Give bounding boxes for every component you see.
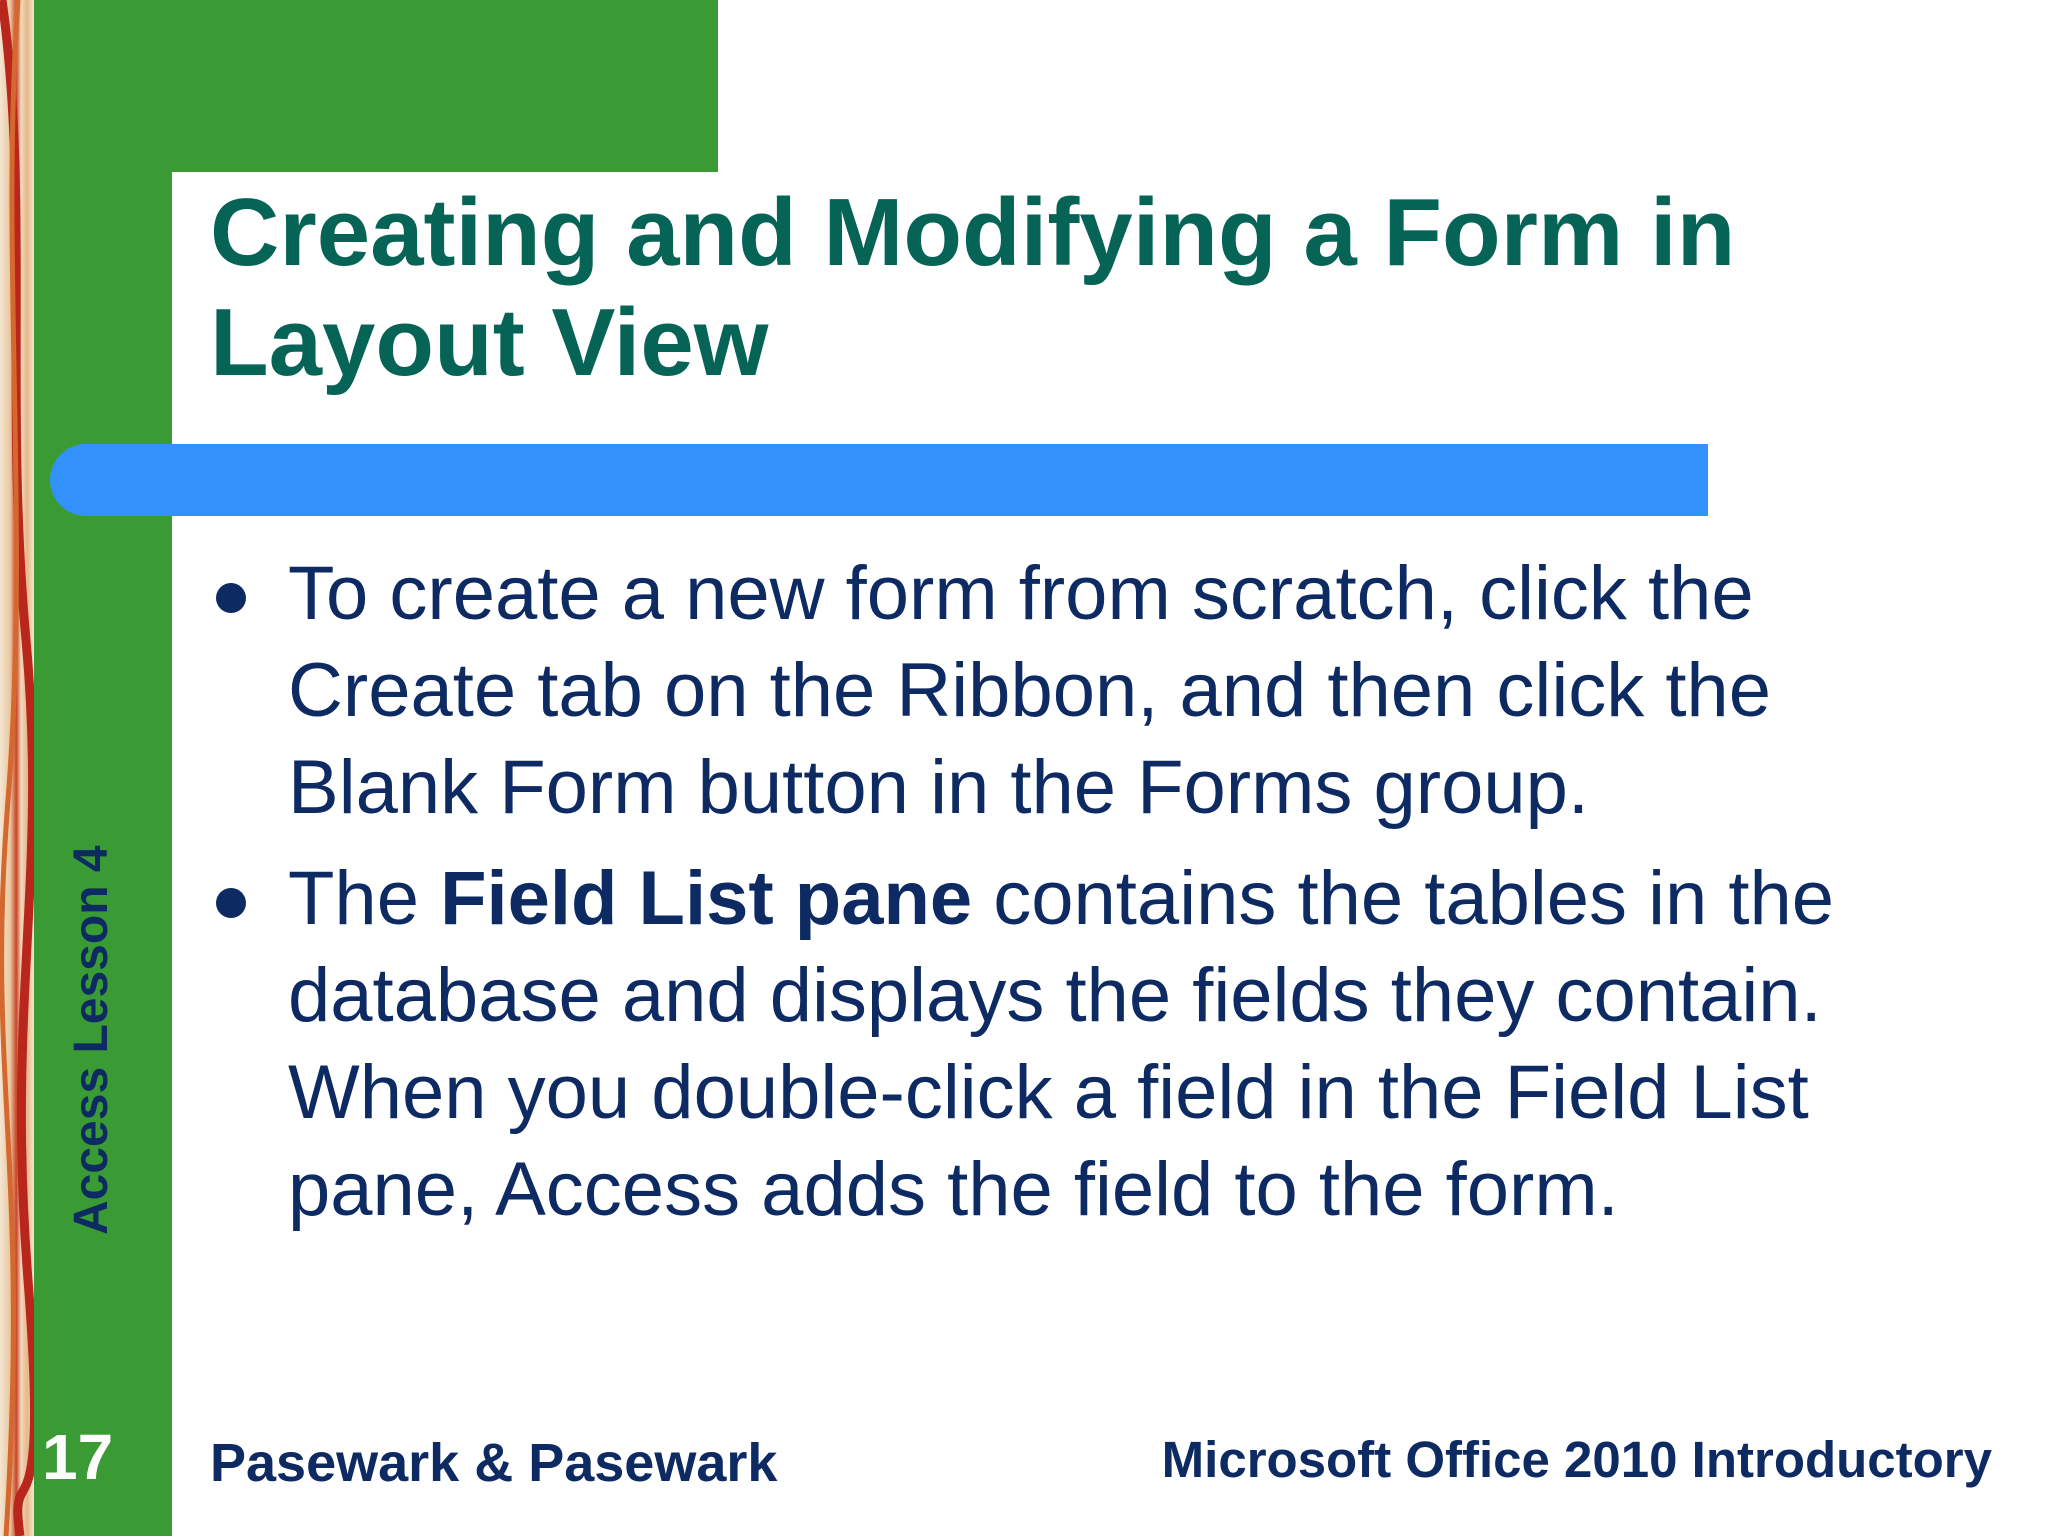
bullet-text-prefix: The [288,856,441,941]
footer-book-title: Microsoft Office 2010 Introductory [1161,1431,1992,1488]
bullet-item [210,850,1910,1238]
bullet-dot-icon [216,583,246,613]
green-header-block [34,0,718,172]
bullet-list [210,545,1910,1252]
decorative-image-strip [0,0,34,1536]
bullet-text: To create a new form from scratch, click the Create tab on the Ribbon, and then click the Blank Form button in the Forms group. [288,551,1771,830]
bullet-dot-icon [216,888,246,918]
bullet-text-suffix: contains the tables in the database and displays the fields they contain. When you double-click a field in the Field List pane, Access adds the field to the form. [288,856,1835,1232]
slide-number: 17 [42,1421,114,1493]
bullet-item [210,545,1910,836]
ribbon-decoration-icon [0,0,34,1536]
title-divider-bar [50,444,1708,516]
slide-title: Creating and Modifying a Form in Layout View [210,179,1736,396]
bullet-text-bold-term: Field List pane [440,856,973,941]
footer-authors: Pasewark & Pasewark [210,1433,778,1493]
lesson-label: Access Lesson 4 [65,845,118,1235]
green-sidebar [34,0,172,1536]
